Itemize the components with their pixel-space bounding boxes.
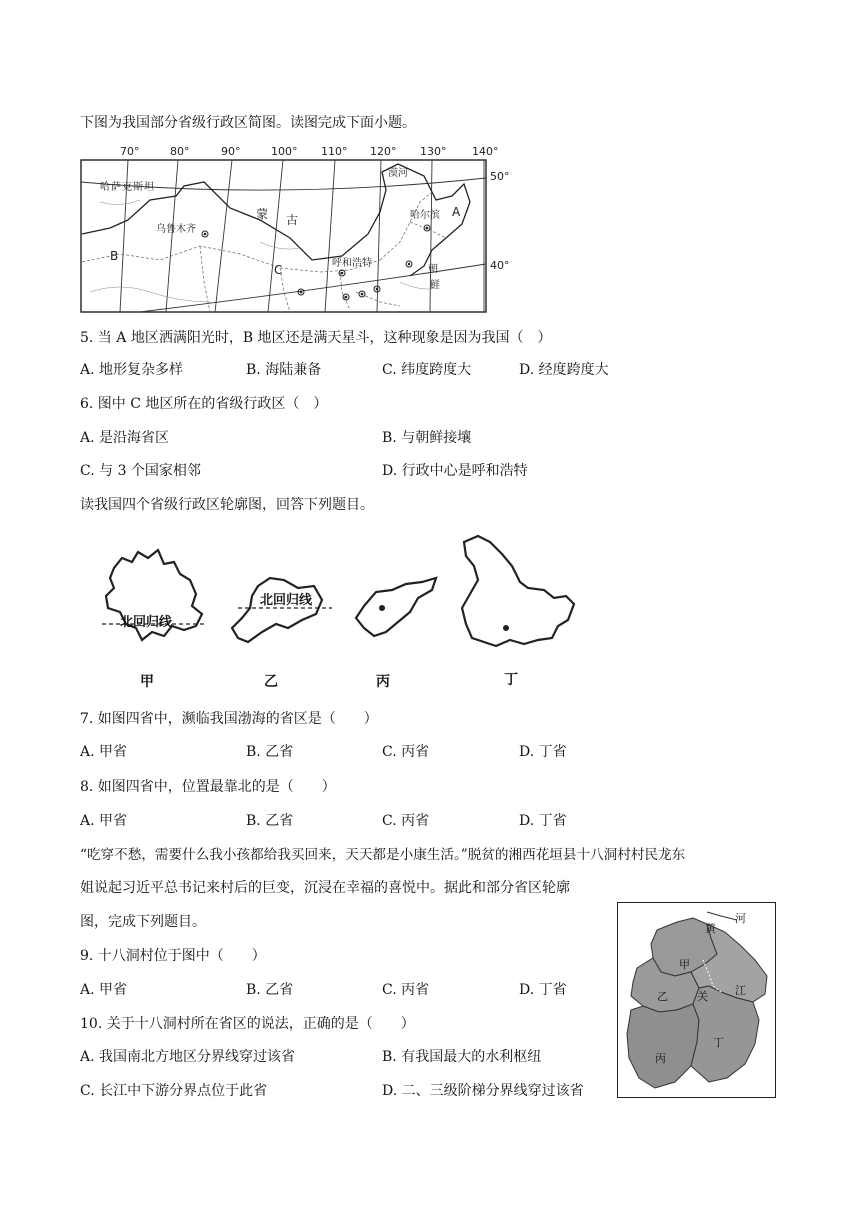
question-8-option-c: C. 丙省 — [382, 813, 430, 829]
lon-70-label: 70° — [120, 145, 140, 158]
mohe-label: 漠河 — [388, 168, 408, 179]
harbin-label: 哈尔滨 — [410, 210, 440, 221]
passage-line-2: 姐说起习近平总书记来村后的巨变，沉浸在幸福的喜悦中。据此和部分省区轮廓 — [80, 880, 570, 896]
province-ding-outline — [462, 536, 574, 646]
question-5-option-a: A. 地形复杂多样 — [80, 362, 184, 378]
question-10-option-a: A. 我国南北方地区分界线穿过该省 — [80, 1049, 296, 1065]
question-7-option-d: D. 丁省 — [519, 744, 567, 760]
point-a-label: A — [452, 205, 461, 219]
label-jia: 甲 — [140, 674, 154, 690]
question-7-option-a: A. 甲省 — [80, 744, 128, 760]
mongolia-label-2: 古 — [286, 213, 299, 227]
lat-50-label: 50° — [490, 170, 510, 183]
lat-40-label: 40° — [490, 259, 510, 272]
question-7-stem: 7. 如图四省中，濒临我国渤海的省区是（ ） — [80, 711, 378, 727]
question-9-stem: 9. 十八洞村位于图中（ ） — [80, 948, 266, 964]
question-8-option-a: A. 甲省 — [80, 813, 128, 829]
question-9-option-a: A. 甲省 — [80, 982, 128, 998]
lon-100-label: 100° — [271, 145, 298, 158]
question-5-option-c: C. 纬度跨度大 — [382, 362, 472, 378]
province-region-map — [617, 902, 776, 1098]
label-ding: 丁 — [504, 672, 518, 688]
question-10-stem: 10. 关于十八洞村所在省区的说法，正确的是（ ） — [80, 1016, 415, 1032]
point-c-label: C — [274, 263, 283, 277]
question-5-option-d: D. 经度跨度大 — [519, 362, 609, 378]
mongolia-label-1: 蒙 — [256, 207, 269, 221]
korea-label-1: 朝 — [428, 264, 438, 275]
passage-line-3: 图，完成下列题目。 — [80, 914, 206, 930]
korea-label-2: 鲜 — [430, 280, 440, 291]
hohhot-label: 呼和浩特 — [332, 258, 372, 269]
point-b-label: B — [110, 249, 119, 263]
lon-80-label: 80° — [170, 145, 190, 158]
map3-yi-label: 乙 — [657, 990, 668, 1003]
question-6-stem: 6. 图中 C 地区所在的省级行政区（ ） — [80, 396, 328, 412]
map3-jia-label: 甲 — [679, 958, 690, 971]
urumqi-label: 乌鲁木齐 — [156, 224, 196, 235]
province-bing-outline — [356, 578, 436, 636]
question-6-option-b: B. 与朝鲜接壤 — [382, 430, 472, 446]
question-7-option-b: B. 乙省 — [246, 744, 294, 760]
map3-jiang-label: 江 — [735, 984, 746, 997]
question-6-option-a: A. 是沿海省区 — [80, 430, 170, 446]
map3-huang-label: 黄 — [705, 922, 716, 935]
lon-120-label: 120° — [370, 145, 397, 158]
question-5-option-b: B. 海陆兼备 — [246, 362, 322, 378]
tropic-label-yi: 北回归线 — [260, 593, 313, 608]
question-8-stem: 8. 如图四省中，位置最靠北的是（ ） — [80, 779, 336, 795]
regional-map — [80, 142, 516, 314]
map3-bing-label: 丙 — [655, 1052, 666, 1065]
kazakhstan-label: 哈萨克斯坦 — [100, 182, 155, 193]
question-8-option-b: B. 乙省 — [246, 813, 294, 829]
lon-110-label: 110° — [321, 145, 348, 158]
intro-text-2: 读我国四个省级行政区轮廓图，回答下列题目。 — [80, 497, 374, 513]
intro-text-1: 下图为我国部分省级行政区简图。读图完成下面小题。 — [80, 115, 416, 131]
question-6-option-c: C. 与 3 个国家相邻 — [80, 463, 201, 479]
question-10-option-d: D. 二、三级阶梯分界线穿过该省 — [382, 1083, 584, 1099]
question-10-option-b: B. 有我国最大的水利枢纽 — [382, 1049, 542, 1065]
map3-guan-label: 关 — [697, 990, 708, 1003]
province-outlines — [92, 528, 602, 694]
lon-130-label: 130° — [420, 145, 447, 158]
tropic-label-jia: 北回归线 — [120, 615, 173, 630]
label-yi: 乙 — [264, 674, 278, 690]
question-9-option-c: C. 丙省 — [382, 982, 430, 998]
question-9-option-b: B. 乙省 — [246, 982, 294, 998]
map3-he-label: 河 — [735, 912, 746, 925]
question-9-option-d: D. 丁省 — [519, 982, 567, 998]
question-10-option-c: C. 长江中下游分界点位于此省 — [80, 1083, 268, 1099]
question-5-stem: 5. 当 A 地区洒满阳光时，B 地区还是满天星斗，这种现象是因为我国（ ） — [80, 330, 552, 346]
question-8-option-d: D. 丁省 — [519, 813, 567, 829]
lon-140-label: 140° — [472, 145, 499, 158]
map3-ding-label: 丁 — [713, 1036, 724, 1049]
province-yi-outline — [232, 578, 322, 642]
lon-90-label: 90° — [221, 145, 241, 158]
passage-line-1: “吃穿不愁，需要什么我小孩都给我买回来，天天都是小康生活。”脱贫的湘西花垣县十八洞村村民龙东 — [80, 847, 686, 863]
label-bing: 丙 — [376, 674, 390, 690]
question-7-option-c: C. 丙省 — [382, 744, 430, 760]
question-6-option-d: D. 行政中心是呼和浩特 — [382, 463, 528, 479]
